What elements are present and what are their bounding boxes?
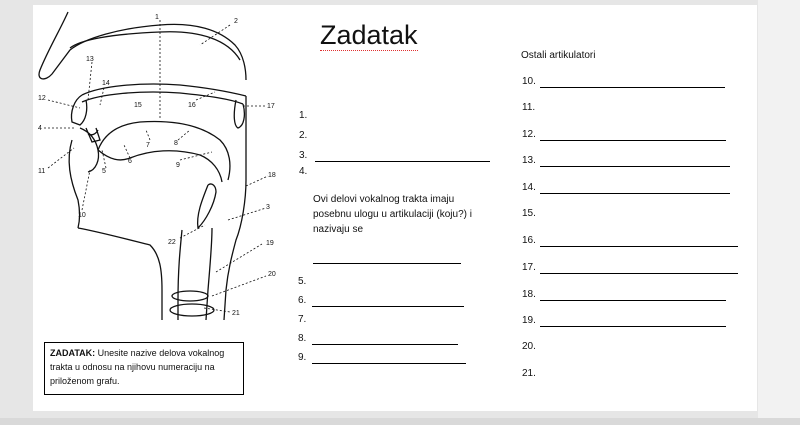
diagram-label-5: 5: [102, 168, 106, 175]
answer-blank-line[interactable]: [540, 139, 726, 141]
answer-blank-line[interactable]: [540, 192, 730, 194]
task-label: ZADATAK:: [50, 348, 96, 358]
answer-blank-line[interactable]: [312, 362, 466, 364]
answer-blank-line[interactable]: [540, 299, 726, 301]
right-answer-row-16: [522, 235, 738, 247]
diagram-label-15: 15: [134, 102, 142, 109]
answer-number: 6.: [298, 295, 307, 306]
answer-blank-line[interactable]: [540, 86, 725, 88]
instruction-paragraph: Ovi delovi vokalnog trakta imaju posebnu ulogu u artikulaciji (koju?) i nazivaju se: [313, 194, 472, 235]
diagram-label-14: 14: [102, 80, 110, 87]
right-answer-row-12: [522, 129, 726, 141]
answer-number: 18.: [522, 289, 536, 300]
answer-number: 9.: [298, 352, 307, 363]
answer-blank-line[interactable]: [315, 160, 490, 162]
paragraph-blank-line[interactable]: [313, 262, 461, 264]
answer-number: 1.: [299, 110, 308, 121]
task-text: Unesite nazive delova vokalnog trakta u odnosu na njihovu numeraciju na priloženom grafu.: [50, 348, 225, 386]
answer-row-1: [299, 110, 307, 122]
right-answer-row-14: [522, 182, 730, 194]
answer-number: 19.: [522, 315, 536, 326]
answer-row-8: [298, 333, 458, 345]
answer-number: 16.: [522, 235, 536, 246]
diagram-label-3: 3: [266, 204, 270, 211]
diagram-label-18: 18: [268, 172, 276, 179]
answer-blank-line[interactable]: [540, 165, 730, 167]
diagram-label-20: 20: [268, 271, 276, 278]
diagram-label-13: 13: [86, 56, 94, 63]
page-title: Zadatak: [320, 20, 418, 50]
right-answer-row-11: [522, 102, 535, 114]
diagram-label-2: 2: [234, 18, 238, 25]
answer-row-3: [299, 150, 490, 162]
right-answer-row-19: [522, 315, 726, 327]
answer-blank-line[interactable]: [312, 343, 458, 345]
diagram-label-12: 12: [38, 95, 46, 102]
answer-number: 15.: [522, 208, 536, 219]
diagram-label-17: 17: [267, 103, 275, 110]
diagram-label-21: 21: [232, 310, 240, 317]
diagram-label-8: 8: [174, 140, 178, 147]
right-answer-row-21: [522, 368, 536, 380]
answer-number: 14.: [522, 182, 536, 193]
answer-row-6: [298, 295, 464, 307]
answer-number: 17.: [522, 262, 536, 273]
answer-number: 7.: [298, 314, 307, 325]
answer-row-4: [299, 166, 307, 178]
answer-row-7: [298, 314, 306, 326]
diagram-label-19: 19: [266, 240, 274, 247]
answer-blank-line[interactable]: [540, 325, 726, 327]
diagram-label-4: 4: [38, 125, 42, 132]
answer-blank-line[interactable]: [540, 245, 738, 247]
right-answer-row-17: [522, 262, 738, 274]
answer-number: 5.: [298, 276, 307, 287]
diagram-label-16: 16: [188, 102, 196, 109]
diagram-label-1: 1: [155, 14, 159, 21]
right-answer-row-20: [522, 341, 536, 353]
diagram-label-10: 10: [78, 212, 86, 219]
right-answer-row-10: [522, 76, 725, 88]
answer-number: 12.: [522, 129, 536, 140]
right-answer-row-13: [522, 155, 730, 167]
right-answer-row-18: [522, 289, 726, 301]
diagram-label-7: 7: [146, 142, 150, 149]
answer-number: 8.: [298, 333, 307, 344]
diagram-label-9: 9: [176, 162, 180, 169]
diagram-label-22: 22: [168, 239, 176, 246]
answer-blank-line[interactable]: [540, 272, 738, 274]
answer-row-2: [299, 130, 307, 142]
answer-row-9: [298, 352, 466, 364]
answer-number: 13.: [522, 155, 536, 166]
answer-number: 3.: [299, 150, 308, 161]
answer-number: 21.: [522, 368, 536, 379]
answer-blank-line[interactable]: [312, 305, 464, 307]
answer-row-5: [298, 276, 306, 288]
diagram-label-11: 11: [38, 168, 46, 175]
answer-number: 20.: [522, 341, 536, 352]
diagram-label-6: 6: [128, 158, 132, 165]
answer-number: 10.: [522, 76, 536, 87]
answer-number: 2.: [299, 130, 308, 141]
right-answer-row-15: [522, 208, 536, 220]
task-box: [44, 342, 244, 395]
answer-number: 4.: [299, 166, 308, 177]
right-column-header: Ostali artikulatori: [521, 50, 596, 61]
answer-number: 11.: [522, 102, 536, 113]
